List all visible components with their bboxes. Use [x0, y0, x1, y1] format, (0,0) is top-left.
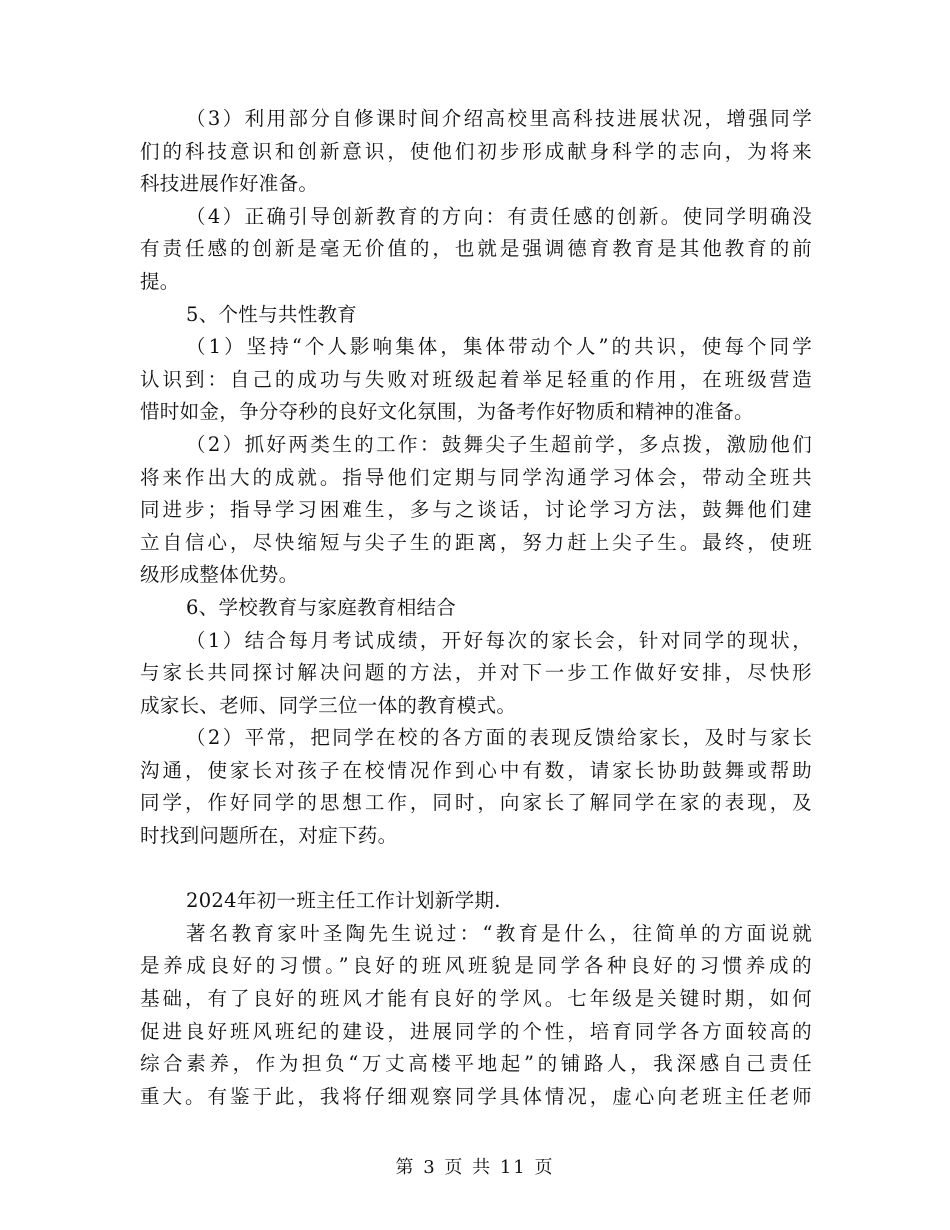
text-line: 同学，作好同学的思想工作，同时，向家长了解同学在家的表现，及 — [140, 791, 812, 815]
text-line: 立自信心，尽快缩短与尖子生的距离，努力赶上尖子生。最终，使班 — [140, 530, 812, 554]
blank-line — [140, 853, 812, 886]
text-line: 综合素养，作为担负“万丈高楼平地起”的铺路人，我深感自己责任 — [140, 1052, 812, 1076]
text-line: 基础，有了良好的班风才能有良好的学风。七年级是关键时期，如何 — [140, 987, 812, 1011]
text-line: 时找到问题所在，对症下药。 — [140, 824, 398, 848]
text-line: 著名教育家叶圣陶先生说过：“教育是什么，往简单的方面说就 — [186, 921, 812, 945]
text-line: （1）结合每月考试成绩，开好每次的家长会，针对同学的现状， — [186, 628, 812, 652]
text-line: （4）正确引导创新教育的方向：有责任感的创新。使同学明确没 — [186, 204, 812, 228]
text-line: 重大。有鉴于此，我将仔细观察同学具体情况，虚心向老班主任老师 — [140, 1084, 812, 1108]
text-line: 沟通，使家长对孩子在校情况作到心中有数，请家长协助鼓舞或帮助 — [140, 758, 812, 782]
text-line: 科技进展作好准备。 — [140, 172, 319, 196]
text-line: （2）平常，把同学在校的各方面的表现反馈给家长，及时与家长 — [186, 726, 812, 750]
text-line: 成家长、老师、同学三位一体的教育模式。 — [140, 693, 517, 717]
text-line: 级形成整体优势。 — [140, 563, 299, 587]
text-line: 是养成良好的习惯。”良好的班风班貌是同学各种良好的习惯养成的 — [140, 954, 812, 978]
text-line: 5、个性与共性教育 — [186, 302, 358, 326]
text-line: （3）利用部分自修课时间介绍高校里高科技进展状况，增强同学 — [186, 107, 812, 130]
text-line: 促进良好班风班纪的建设，进展同学的个性，培育同学各方面较高的 — [140, 1019, 812, 1043]
text-line: 同进步；指导学习困难生，多与之谈话，讨论学习方法，鼓舞他们建 — [140, 498, 812, 522]
text-line: 与家长共同探讨解决问题的方法，并对下一步工作做好安排，尽快形 — [140, 661, 812, 685]
text-line: 惜时如金，争分夺秒的良好文化氛围，为备考作好物质和精神的准备。 — [140, 400, 754, 424]
text-line: 提。 — [140, 269, 180, 293]
text-line: 认识到：自己的成功与失败对班级起着举足轻重的作用，在班级营造 — [140, 367, 812, 391]
text-line: 们的科技意识和创新意识，使他们初步形成献身科学的志向，为将来 — [140, 139, 812, 163]
text-line: 2024年初一班主任工作计划新学期. — [186, 889, 501, 913]
document-body — [140, 103, 812, 1113]
text-line: 有责任感的创新是毫无价值的，也就是强调德育教育是其他教育的前 — [140, 237, 812, 261]
text-line: （1）坚持“个人影响集体，集体带动个人”的共识，使每个同学 — [186, 335, 812, 359]
text-line: （2）抓好两类生的工作：鼓舞尖子生超前学，多点拨，激励他们 — [186, 432, 812, 456]
text-line: 将来作出大的成就。指导他们定期与同学沟通学习体会，带动全班共 — [140, 465, 812, 489]
text-line: 6、学校教育与家庭教育相结合 — [186, 595, 457, 619]
page-footer: 第 3 页 共 11 页 — [395, 1157, 555, 1178]
